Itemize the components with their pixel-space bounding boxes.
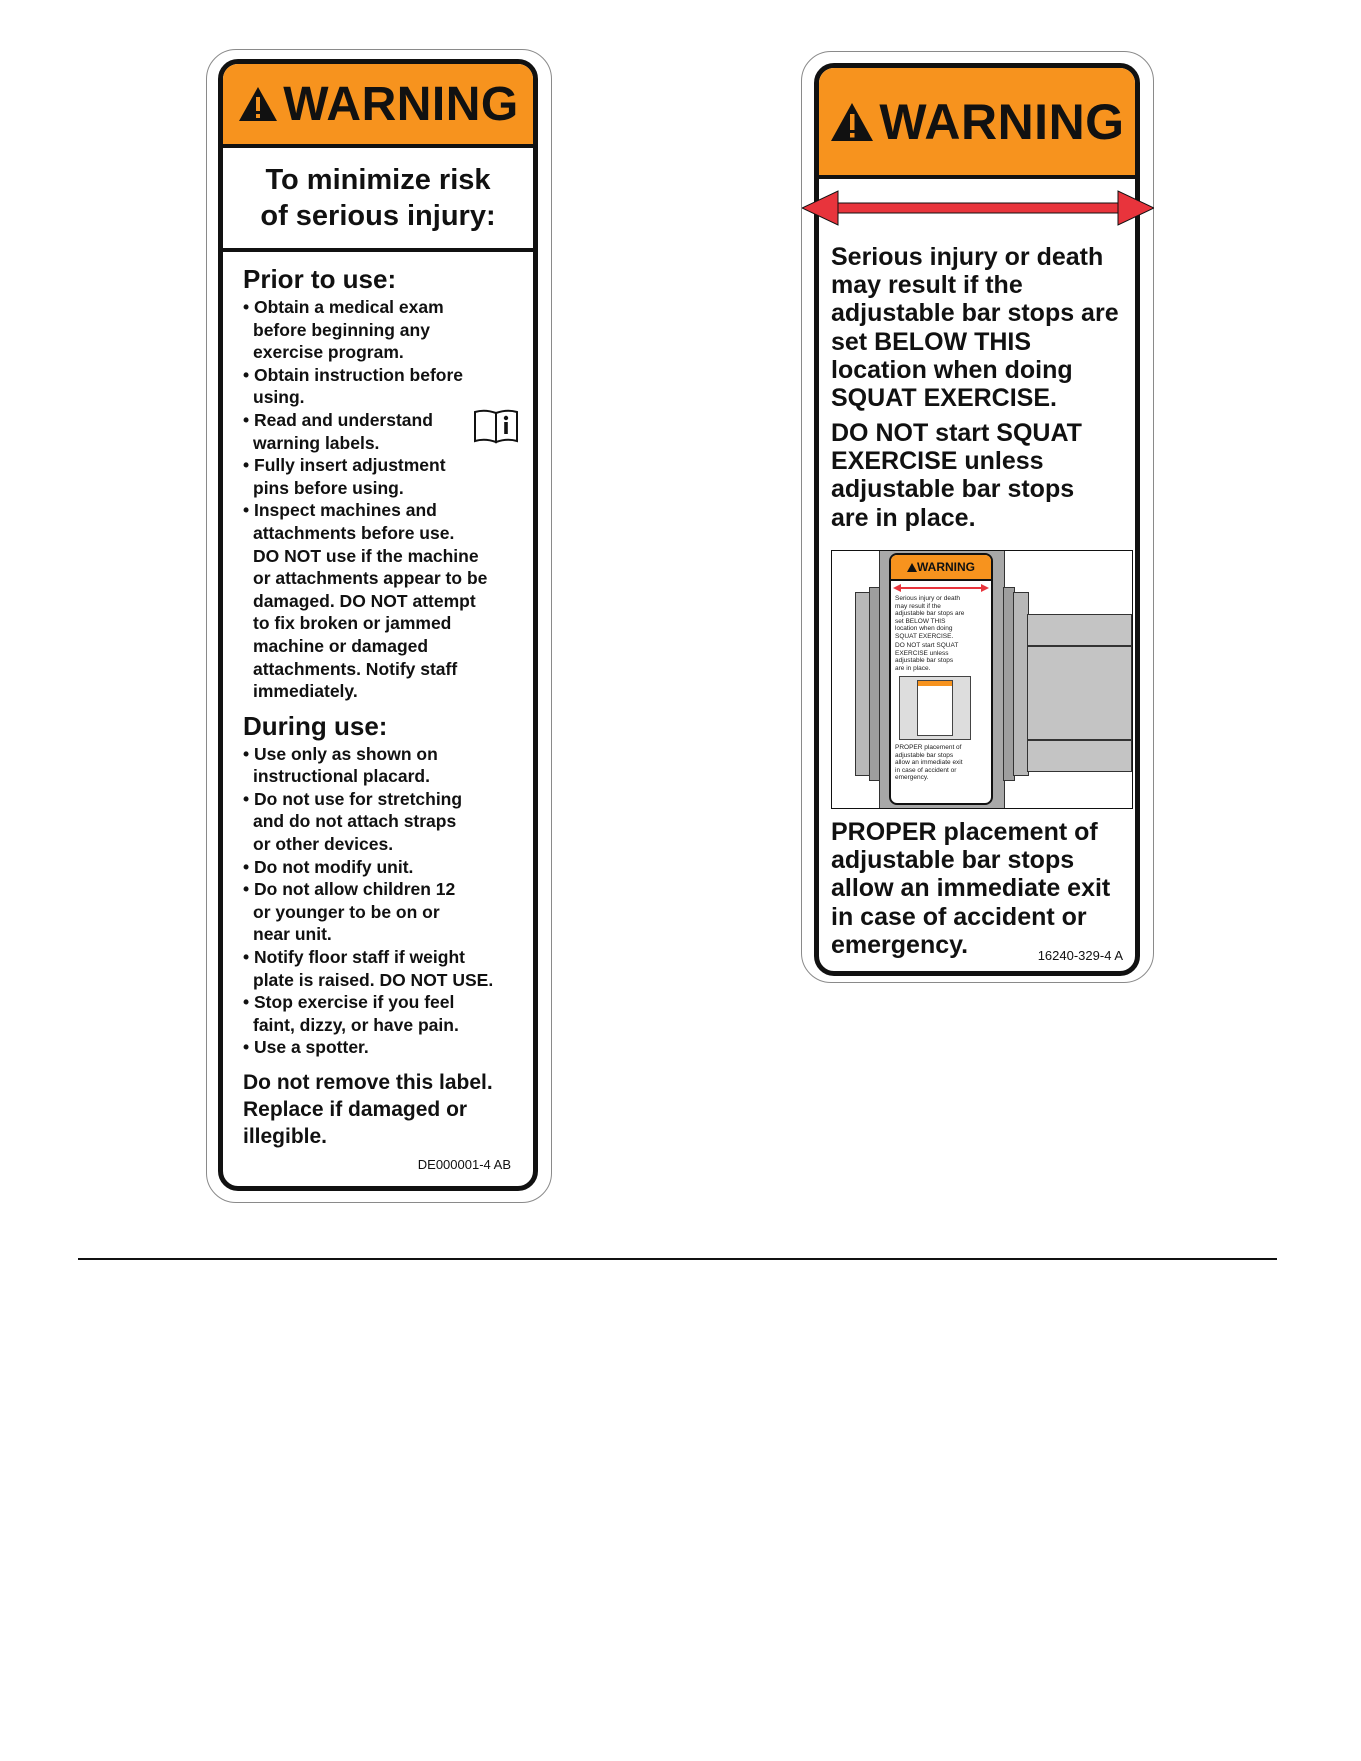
left-subheader <box>223 148 533 252</box>
para-line: adjustable bar stops <box>831 475 1075 504</box>
left-label-code: DE000001-4 AB <box>417 1157 511 1172</box>
bullet-line: Use a spotter. <box>254 1037 369 1058</box>
bar-stop-middle <box>1027 646 1132 740</box>
bullet-line: or attachments appear to be <box>253 568 488 589</box>
inset-nested-label <box>917 680 953 736</box>
bullet-line: Obtain instruction before <box>254 364 464 385</box>
inset-nested-header <box>918 681 952 686</box>
inset-line: adjustable bar stops are <box>895 610 965 617</box>
footer-line: Replace if damaged or <box>243 1098 468 1121</box>
bullet-item <box>243 788 533 856</box>
bar-stop-bottom <box>1027 740 1132 772</box>
para-line: DO NOT start SQUAT <box>831 419 1082 447</box>
inset-line: DO NOT start SQUAT <box>895 642 959 649</box>
para-line: emergency. <box>831 930 969 959</box>
bullet-line: faint, dizzy, or have pain. <box>253 1014 459 1035</box>
bullet-item <box>243 856 533 879</box>
bullet-line: before beginning any <box>253 319 430 340</box>
installation-illustration <box>831 550 1133 809</box>
prior-list <box>243 296 533 703</box>
bullet-item <box>243 1036 533 1059</box>
right-para3 <box>831 818 1110 959</box>
bullet-line: Inspect machines and <box>254 500 437 521</box>
bullet-line: plate is raised. DO NOT USE. <box>253 969 494 990</box>
para-line: set BELOW THIS <box>831 327 1032 356</box>
bullet-line: to fix broken or jammed <box>253 613 452 634</box>
para-line: adjustable bar stops are <box>831 299 1119 328</box>
bullet-line: using. <box>253 387 305 408</box>
left-footer-note <box>243 1069 533 1150</box>
inset-line: EXERCISE unless <box>895 649 949 657</box>
footer-line: Do not remove this label. <box>243 1071 493 1094</box>
bullet-line: machine or damaged <box>253 635 429 656</box>
bullet-line: pins before using. <box>253 477 404 498</box>
inset-line: adjustable bar stops <box>895 751 954 759</box>
during-heading: During use: <box>243 710 388 741</box>
bullet-line: Obtain a medical exam <box>254 297 444 317</box>
bullet-line: Stop exercise if you feel <box>254 992 455 1013</box>
para-line: Serious injury or death <box>831 243 1104 271</box>
para-line: allow an immediate exit <box>831 874 1111 903</box>
bullet-line: Do not modify unit. <box>254 856 414 877</box>
bullet-line: immediately. <box>253 681 358 702</box>
red-double-arrow-icon <box>802 188 1154 228</box>
bullet-line: and do not attach straps <box>253 811 457 832</box>
bullet-item <box>243 743 533 788</box>
right-label-code: 16240-329-4 A <box>1037 948 1123 963</box>
para-line: adjustable bar stops <box>831 846 1075 875</box>
bar-stop-top <box>1027 614 1132 646</box>
inset-line: SQUAT EXERCISE. <box>895 632 954 640</box>
inset-line: location when doing <box>895 625 953 632</box>
warning-triangle-icon <box>829 101 875 143</box>
inset-nested-illustration <box>899 676 971 740</box>
inset-line: are in place. <box>895 664 931 672</box>
bullet-item <box>243 991 533 1036</box>
inset-red-arrow <box>891 581 991 595</box>
inset-line: Serious injury or death <box>895 595 961 602</box>
bullet-line: Notify floor staff if weight <box>254 947 465 968</box>
left-warning-word: WARNING <box>283 77 519 131</box>
subheader-line: To minimize risk <box>265 164 491 196</box>
during-list <box>243 743 533 1059</box>
inset-warning-word: WARNING <box>917 560 975 574</box>
bullet-line: warning labels. <box>253 432 380 453</box>
bullet-item <box>243 946 533 991</box>
inset-line: adjustable bar stops <box>895 657 954 664</box>
bullet-line: or younger to be on or <box>253 901 440 922</box>
bullet-item <box>243 364 533 409</box>
right-para2 <box>831 419 1082 532</box>
bullet-item <box>243 499 533 702</box>
para-line: PROPER placement of <box>831 818 1098 846</box>
bullet-item <box>243 454 533 499</box>
bullet-item <box>243 878 533 946</box>
bullet-line: or other devices. <box>253 834 394 855</box>
warning-triangle-icon <box>907 563 917 572</box>
para-line: may result if the <box>831 271 1023 300</box>
right-warning-header <box>819 68 1135 179</box>
inset-line: emergency. <box>895 774 929 781</box>
bullet-line: Read and understand <box>254 409 433 430</box>
inset-para3 <box>891 744 991 782</box>
inset-header <box>891 555 991 581</box>
left-body <box>223 252 533 1150</box>
footer-line: illegible. <box>243 1125 328 1148</box>
warning-triangle-icon <box>237 85 279 123</box>
inset-label <box>889 553 993 805</box>
left-warning-header <box>223 64 533 148</box>
para-line: location when doing <box>831 355 1073 384</box>
bullet-line: Do not allow children 12 <box>254 879 456 900</box>
bullet-line: near unit. <box>253 924 332 945</box>
inset-line: set BELOW THIS <box>895 617 946 625</box>
left-warning-label <box>218 59 538 1191</box>
inset-para2 <box>891 642 991 672</box>
inset-line: in case of accident or <box>895 766 957 774</box>
inset-line: PROPER placement of <box>895 744 962 751</box>
bullet-line: Use only as shown on <box>254 743 438 764</box>
bullet-line: attachments before use. <box>253 522 455 543</box>
para-line: are in place. <box>831 503 976 532</box>
subheader-line: of serious injury: <box>260 200 496 232</box>
para-line: EXERCISE unless <box>831 447 1044 476</box>
bullet-item <box>243 296 533 364</box>
inset-para1 <box>891 595 991 640</box>
para-line: SQUAT EXERCISE. <box>831 384 1057 413</box>
right-para1 <box>831 243 1119 412</box>
prior-heading: Prior to use: <box>243 264 397 294</box>
bullet-line: attachments. Notify staff <box>253 658 458 679</box>
bullet-line: instructional placard. <box>253 766 430 787</box>
inset-line: allow an immediate exit <box>895 759 963 766</box>
section-divider <box>78 1258 1277 1260</box>
right-warning-word: WARNING <box>879 93 1125 150</box>
bullet-line: DO NOT use if the machine <box>253 545 479 566</box>
bullet-line: Fully insert adjustment <box>254 455 446 476</box>
manual-info-icon <box>473 408 519 444</box>
bullet-line: exercise program. <box>253 342 404 363</box>
para-line: in case of accident or <box>831 902 1087 931</box>
bullet-line: damaged. DO NOT attempt <box>253 590 476 611</box>
bullet-line: Do not use for stretching <box>254 788 463 809</box>
inset-line: may result if the <box>895 602 941 610</box>
